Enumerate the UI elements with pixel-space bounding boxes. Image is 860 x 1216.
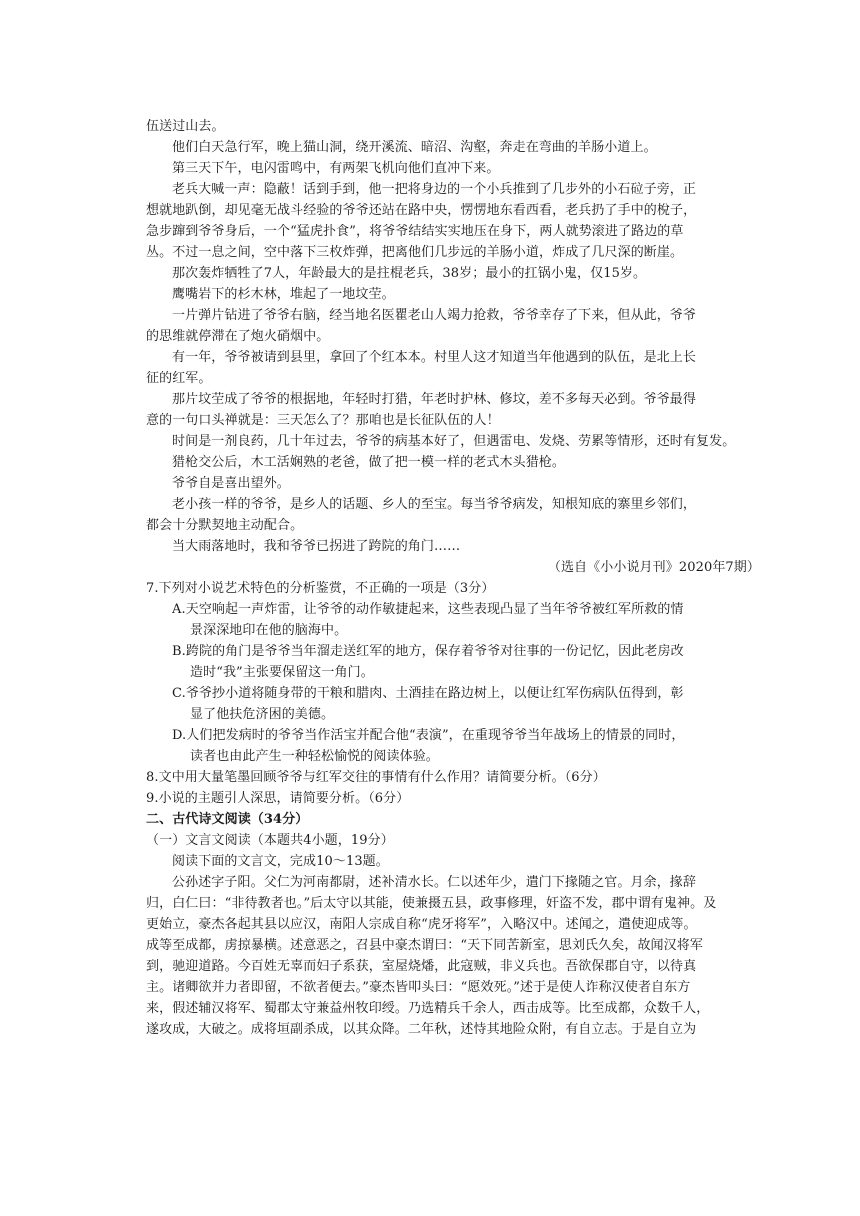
option-b-cont: 造时“我”主张要保留这一角门。 <box>190 665 374 680</box>
story-paragraph: 有一年，爷爷被请到县里，拿回了个红本本。村里人这才知道当年他遇到的队伍，是北上长 <box>172 350 697 365</box>
option-d: D.人们把发病时的爷爷当作活宝并配合他“表演”，在重现爷爷当年战场上的情景的同时， <box>172 728 685 743</box>
story-paragraph: 他们白天急行军，晚上猫山洞，绕开溪流、暗沼、沟壑，奔走在弯曲的羊肠小道上。 <box>172 140 657 155</box>
story-paragraph: 鹰嘴岩下的杉木林，堆起了一地坟茔。 <box>172 287 395 302</box>
story-paragraph: 一片弹片钻进了爷爷右脑，经当地名医瞿老山人竭力抢救，爷爷幸存了下来，但从此，爷爷 <box>172 308 697 323</box>
option-c: C.爷爷抄小道将随身带的干粮和腊肉、土酒挂在路边树上，以便让红军伤病队伍得到，彰 <box>172 686 684 701</box>
question-8: 8.文中用大量笔墨回顾爷爷与红军交往的事情有什么作用？请简要分析。（6分） <box>146 770 606 785</box>
classical-text-line: 遂攻成，大破之。成将垣副杀成，以其众降。二年秋，述恃其地险众附，有自立志。于是自立为 <box>146 1022 697 1037</box>
story-paragraph: 征的红军。 <box>146 371 212 386</box>
classical-text-line: 到，驰迎道路。今百姓无辜而妇子系获，室屋烧燔，此寇贼，非义兵也。吾欲保郡自守，以待真 <box>146 959 697 974</box>
question-7-stem: 7.下列对小说艺术特色的分析鉴赏，不正确的一项是（3分） <box>146 581 495 596</box>
story-paragraph: 丛。不过一息之间，空中落下三枚炸弹，把离他们几步远的羊肠小道，炸成了几尺深的断崖。 <box>146 245 684 260</box>
story-paragraph: 都会十分默契地主动配合。 <box>146 518 304 533</box>
story-paragraph: 那片坟茔成了爷爷的根据地，年轻时打猎，年老时护林、修坟，差不多每天必到。爷爷最得 <box>172 392 697 407</box>
story-paragraph: 爷爷自是喜出望外。 <box>172 476 290 491</box>
subsection-1-title: （一）文言文阅读（本题共4小题，19分） <box>146 833 394 848</box>
story-paragraph: 老兵大喊一声：隐蔽！话到手到，他一把将身边的一个小兵推到了几步外的小石砬子旁，正 <box>172 182 697 197</box>
reading-instruction: 阅读下面的文言文，完成10～13题。 <box>172 854 389 869</box>
option-a: A.天空响起一声炸雷，让爷爷的动作敏捷起来，这些表现凸显了当年爷爷被红军所救的情 <box>172 602 684 617</box>
story-paragraph: 时间是一剂良药，几十年过去，爷爷的病基本好了，但遇雷电、发烧、劳累等情形，还时有复发。 <box>172 434 736 449</box>
question-9: 9.小说的主题引人深思，请简要分析。（6分） <box>146 791 410 806</box>
story-paragraph: 猎枪交公后，木工活娴熟的老爸，做了把一模一样的老式木头猎枪。 <box>172 455 566 470</box>
classical-text-line: 成等至成都，虏掠暴横。述意恶之，召县中豪杰谓曰：“天下同苦新室，思刘氏久矣，故闻汉将军 <box>146 938 703 953</box>
classical-text-line: 来，假述辅汉将军、蜀郡太守兼益州牧印绶。乃选精兵千余人，西击成等。比至成都，众数千人， <box>146 1001 710 1016</box>
source-note: （选自《小小说月刊》2020年7期） <box>547 560 760 575</box>
option-b: B.跨院的角门是爷爷当年溜走送红军的地方，保存着爷爷对往事的一份记忆，因此老房改 <box>172 644 684 659</box>
option-a-cont: 景深深地印在他的脑海中。 <box>190 623 348 638</box>
story-paragraph: 第三天下午，电闪雷鸣中，有两架飞机向他们直冲下来。 <box>172 161 500 176</box>
story-paragraph: 想就地趴倒，却见毫无战斗经验的爷爷还站在路中央，愣愣地东看西看，老兵扔了手中的梲子， <box>146 203 697 218</box>
story-paragraph: 当大雨落地时，我和爷爷已拐进了跨院的角门…… <box>172 539 461 554</box>
classical-text-line: 主。诸卿欲并力者即留，不欲者便去。”豪杰皆叩头曰：“愿效死。”述于是使人诈称汉使者自东方 <box>146 980 691 995</box>
story-paragraph: 急步蹿到爷爷身后，一个“猛虎扑食”，将爷爷结结实实地压在身下，两人就势滚进了路边的草 <box>146 224 684 239</box>
story-paragraph: 伍送过山去。 <box>146 119 225 134</box>
classical-text-line: 归，白仁曰：“非待教者也。”后太守以其能，使兼摄五县，政事修理，奸盗不发，郡中谓有鬼神。及 <box>146 896 717 911</box>
story-paragraph: 老小孩一样的爷爷，是乡人的话题、乡人的至宝。每当爷爷病发，知根知底的寨里乡邻们， <box>172 497 697 512</box>
classical-text-line: 公孙述字子阳。父仁为河南都尉，述补清水长。仁以述年少，遣门下掾随之官。月余，掾辞 <box>172 875 697 890</box>
story-paragraph: 那次轰炸牺牲了7人，年龄最大的是拄棍老兵，38岁；最小的扛锅小鬼，仅15岁。 <box>172 266 647 281</box>
option-c-cont: 显了他扶危济困的美德。 <box>190 707 335 722</box>
classical-text-line: 更始立，豪杰各起其县以应汉，南阳人宗成自称“虎牙将军”，入略汉中。述闻之，遣使迎成等。 <box>146 917 697 932</box>
option-d-cont: 读者也由此产生一种轻松愉悦的阅读体验。 <box>190 749 439 764</box>
section-2-title: 二、古代诗文阅读（34分） <box>146 812 309 827</box>
story-paragraph: 的思维就停滞在了炮火硝烟中。 <box>146 329 330 344</box>
story-paragraph: 意的一句口头禅就是：三天怎么了？那咱也是长征队伍的人！ <box>146 413 500 428</box>
